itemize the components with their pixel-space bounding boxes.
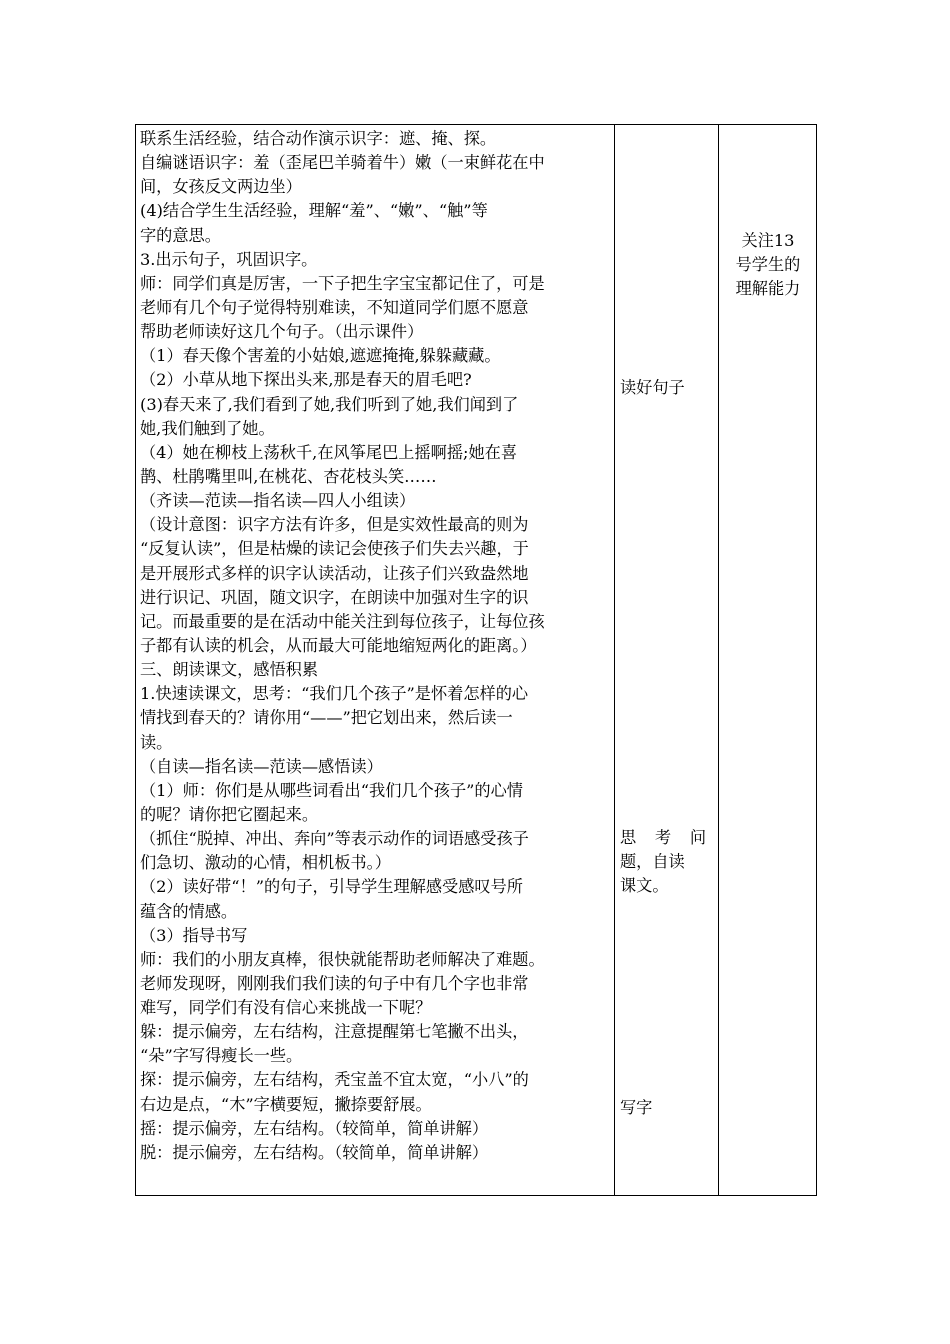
text-line: 探：提示偏旁，左右结构，秃宝盖不宜太宽，“小八”的 xyxy=(140,1070,529,1090)
text-line: 帮助老师读好这几个句子。（出示课件） xyxy=(140,322,424,342)
text-line: 脱：提示偏旁，左右结构。（较简单，简单讲解） xyxy=(140,1142,489,1162)
text-line: （齐读—范读—指名读—四人小组读） xyxy=(140,491,416,511)
text-line: “朵”字写得瘦长一些。 xyxy=(140,1046,303,1066)
text-line: 蕴含的情感。 xyxy=(140,901,238,921)
text-line: 间，女孩反文两边坐） xyxy=(140,177,302,197)
column-divider-1 xyxy=(614,125,615,1195)
text-line: 难写，同学们有没有信心来挑战一下呢？ xyxy=(140,998,432,1018)
text-line: 老师发现呀，刚刚我们我们读的句子中有几个字也非常 xyxy=(140,973,529,993)
think-line-3: 课文。 xyxy=(620,876,669,896)
column-divider-2 xyxy=(718,125,719,1195)
note-line-3: 理解能力 xyxy=(735,279,801,299)
text-line: 1.快速读课文，思考：“我们几个孩子”是怀着怎样的心 xyxy=(140,684,529,704)
text-line: 是开展形式多样的识字认读活动，让孩子们兴致盎然地 xyxy=(140,563,529,583)
text-line: （1）师：你们是从哪些词看出“我们几个孩子”的心情 xyxy=(140,780,523,800)
text-line: 字的意思。 xyxy=(140,225,221,245)
text-line: 摇：提示偏旁，左右结构。（较简单，简单讲解） xyxy=(140,1118,489,1138)
design-note-column xyxy=(720,229,816,301)
text-line: （1）春天像个害羞的小姑娘,遮遮掩掩,躲躲藏藏。 xyxy=(140,346,501,366)
text-line: 老师有几个句子觉得特别难读，不知道同学们愿不愿意 xyxy=(140,297,529,317)
text-line: 躲：提示偏旁，左右结构，注意提醒第七笔撇不出头， xyxy=(140,1022,529,1042)
text-line: (3)春天来了,我们看到了她,我们听到了她,我们闻到了 xyxy=(140,394,519,414)
note-line-2: 号学生的 xyxy=(735,255,801,275)
text-line: 进行识记、巩固，随文识字，在朗读中加强对生字的识 xyxy=(140,587,529,607)
section-heading: 三、朗读课文，感悟积累 xyxy=(140,660,319,680)
student-activity-think xyxy=(620,826,714,898)
text-line: 联系生活经验，结合动作演示识字：遮、掩、探。 xyxy=(140,129,497,148)
text-line: （2）读好带“！”的句子，引导学生理解感受感叹号所 xyxy=(140,877,523,897)
text-line: 读。 xyxy=(140,732,173,752)
text-line: “反复认读”，但是枯燥的读记会使孩子们失去兴趣，于 xyxy=(140,539,529,559)
think-line-1 xyxy=(620,826,706,850)
text-line: 自编谜语识字：羞（歪尾巴羊骑着牛）嫩（一束鲜花在中 xyxy=(140,153,545,173)
text-line: 右边是点，“木”字横要短，撇捺要舒展。 xyxy=(140,1094,432,1114)
note-line-1: 关注13 xyxy=(741,231,795,250)
lesson-plan-table xyxy=(135,124,817,1196)
text-line: （3）指导书写 xyxy=(140,925,248,945)
student-activity-writing: 写字 xyxy=(620,1098,653,1117)
think-char: 思 xyxy=(620,828,637,847)
teaching-process-column xyxy=(140,127,612,1165)
text-line: 记。而最重要的是在活动中能关注到每位孩子，让每位孩 xyxy=(140,611,545,631)
text-line: 的呢？请你把它圈起来。 xyxy=(140,804,319,824)
text-line: （设计意图：识字方法有许多，但是实效性最高的则为 xyxy=(140,515,529,535)
student-activity-read-sentences: 读好句子 xyxy=(620,378,685,397)
think-line-2: 题，自读 xyxy=(620,852,685,872)
text-line: 情找到春天的？请你用“——”把它划出来，然后读一 xyxy=(140,708,513,728)
think-char: 考 xyxy=(654,828,672,847)
text-line: 3.出示句子，巩固识字。 xyxy=(140,249,318,269)
text-line: 师：我们的小朋友真棒，很快就能帮助老师解决了难题。 xyxy=(140,949,545,969)
text-line: (4)结合学生生活经验，理解“羞”、“嫩”、“触”等 xyxy=(140,201,488,221)
text-line: 师：同学们真是厉害，一下子把生字宝宝都记住了，可是 xyxy=(140,273,545,293)
text-line: 鹊、杜鹃嘴里叫,在桃花、杏花枝头笑…… xyxy=(140,466,437,486)
text-line: （2）小草从地下探出头来,那是春天的眉毛吧? xyxy=(140,370,472,390)
text-line: 她,我们触到了她。 xyxy=(140,418,275,438)
text-line: （自读—指名读—范读—感悟读） xyxy=(140,756,383,776)
think-char: 问 xyxy=(689,828,706,847)
text-line: （4）她在柳枝上荡秋千,在风筝尾巴上摇啊摇;她在喜 xyxy=(140,442,518,462)
text-line: 们急切、激动的心情，相机板书。） xyxy=(140,853,391,873)
text-line: 子都有认读的机会，从而最大可能地缩短两化的距离。） xyxy=(140,635,537,655)
text-line: （抓住“脱掉、冲出、奔向”等表示动作的词语感受孩子 xyxy=(140,829,529,849)
